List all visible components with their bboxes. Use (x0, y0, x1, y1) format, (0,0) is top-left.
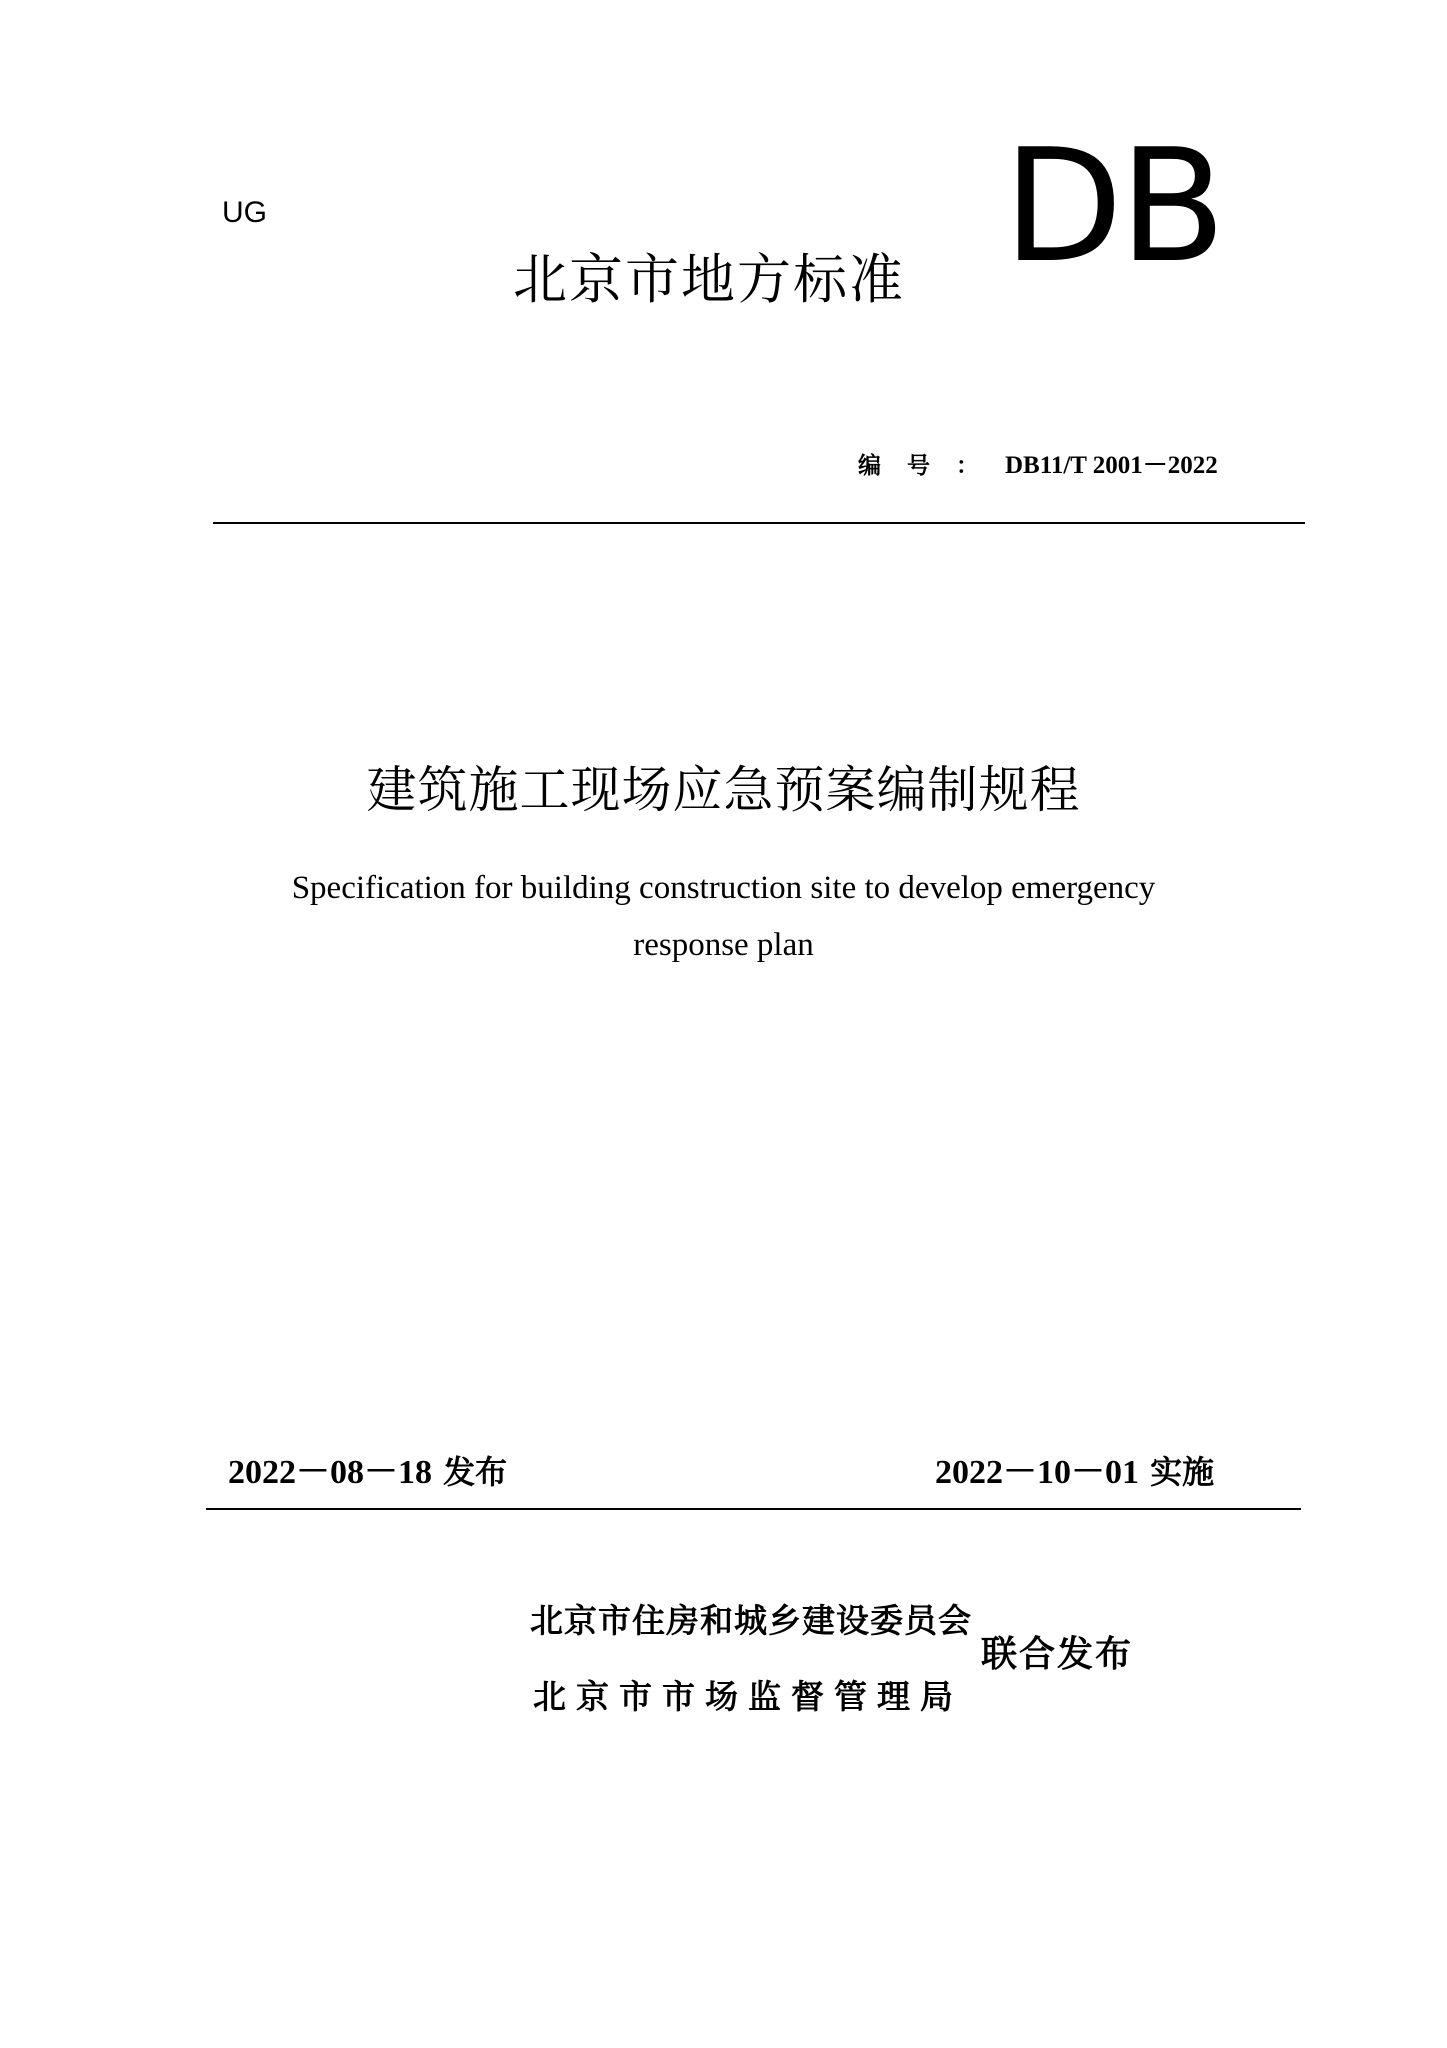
standard-code-label: 编号： (858, 453, 1005, 479)
implement-date (935, 1444, 1214, 1493)
standard-code-value: DB11/T 2001－2022 (1005, 452, 1218, 479)
bottom-divider (206, 1508, 1301, 1510)
db-mark: DB (1003, 115, 1223, 297)
standard-code (858, 445, 1218, 481)
document-title-english-line-1: Specification for building construction site to develop emergency (291, 870, 1156, 906)
implement-date-suffix: 实施 (1139, 1453, 1215, 1491)
joint-publish-label: 联合发布 (981, 1634, 1134, 1675)
standard-type-title: 北京市地方标准 (513, 248, 905, 311)
document-title-english-line-2: response plan (633, 927, 814, 963)
publish-date-suffix: 发布 (432, 1453, 508, 1491)
publish-date (228, 1444, 507, 1493)
document-title-chinese: 建筑施工现场应急预案编制规程 (366, 761, 1081, 819)
issuer-housing-commission: 北京市住房和城乡建设委员会 (530, 1601, 972, 1640)
publish-date-value: 2022－08－18 (228, 1454, 432, 1491)
implement-date-value: 2022－10－01 (935, 1454, 1139, 1491)
issuer-market-regulation: 北京市市场监督管理局 (533, 1677, 963, 1716)
ics-code: UG (222, 196, 267, 229)
top-divider (213, 522, 1305, 524)
